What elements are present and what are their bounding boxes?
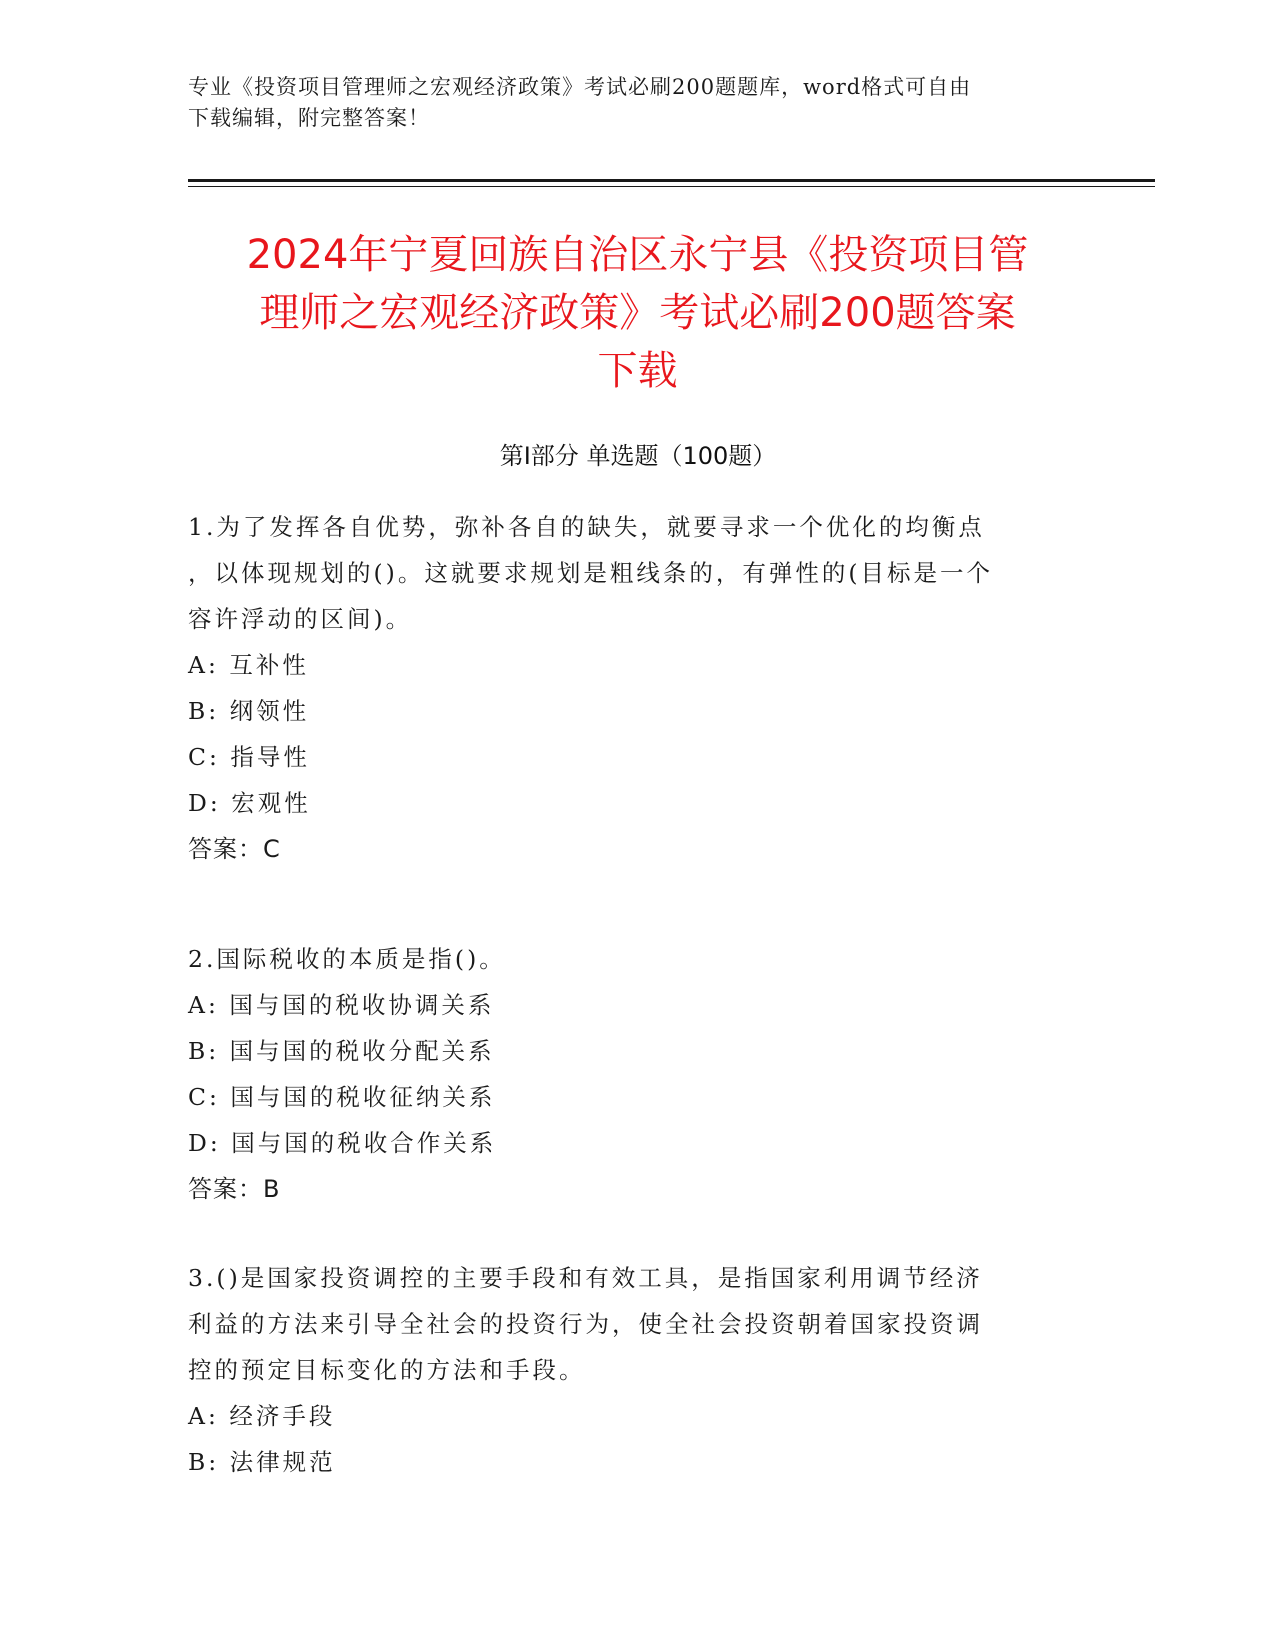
question-stem-line: 控的预定目标变化的方法和手段。 <box>188 1356 586 1384</box>
question-2 <box>188 936 1088 1212</box>
question-stem-line: 利益的方法来引导全社会的投资行为，使全社会投资朝着国家投资调 <box>188 1310 983 1338</box>
header-note-line2: 下载编辑，附完整答案！ <box>188 106 430 130</box>
question-stem-line: 容许浮动的区间)。 <box>188 605 413 633</box>
option-a: A: 国与国的税收协调关系 <box>188 991 495 1019</box>
title-line2: 理师之宏观经济政策》考试必刷200题答案 <box>259 290 1016 336</box>
question-stem-line: 1.为了发挥各自优势，弥补各自的缺失，就要寻求一个优化的均衡点 <box>188 513 985 541</box>
header-note-line1: 专业《投资项目管理师之宏观经济政策》考试必刷200题题库，word格式可自由 <box>188 75 972 99</box>
header-divider-thick <box>188 179 1155 182</box>
question-stem-line: 2.国际税收的本质是指()。 <box>188 945 506 973</box>
option-d: D: 宏观性 <box>188 789 311 817</box>
option-a: A: 经济手段 <box>188 1402 336 1430</box>
question-stem-line: ，以体现规划的()。这就要求规划是粗线条的，有弹性的(目标是一个 <box>188 559 994 587</box>
option-d: D: 国与国的税收合作关系 <box>188 1129 497 1157</box>
option-c: C: 国与国的税收征纳关系 <box>188 1083 496 1111</box>
question-stem-line: 3.()是国家投资调控的主要手段和有效工具，是指国家利用调节经济 <box>188 1264 983 1292</box>
title-line1: 2024年宁夏回族自治区永宁县《投资项目管 <box>246 232 1029 278</box>
option-c: C: 指导性 <box>188 743 310 771</box>
document-title <box>150 226 1125 400</box>
answer: 答案：C <box>188 835 281 863</box>
answer: 答案：B <box>188 1175 281 1203</box>
option-a: A: 互补性 <box>188 651 309 679</box>
option-b: B: 法律规范 <box>188 1448 336 1476</box>
question-3 <box>188 1255 1088 1485</box>
option-b: B: 纲领性 <box>188 697 310 725</box>
question-1 <box>188 504 1088 872</box>
title-line3: 下载 <box>597 348 678 394</box>
header-note <box>188 72 1068 134</box>
option-b: B: 国与国的税收分配关系 <box>188 1037 495 1065</box>
section-heading: 第I部分 单选题（100题） <box>499 442 777 470</box>
header-divider-thin <box>188 186 1155 187</box>
